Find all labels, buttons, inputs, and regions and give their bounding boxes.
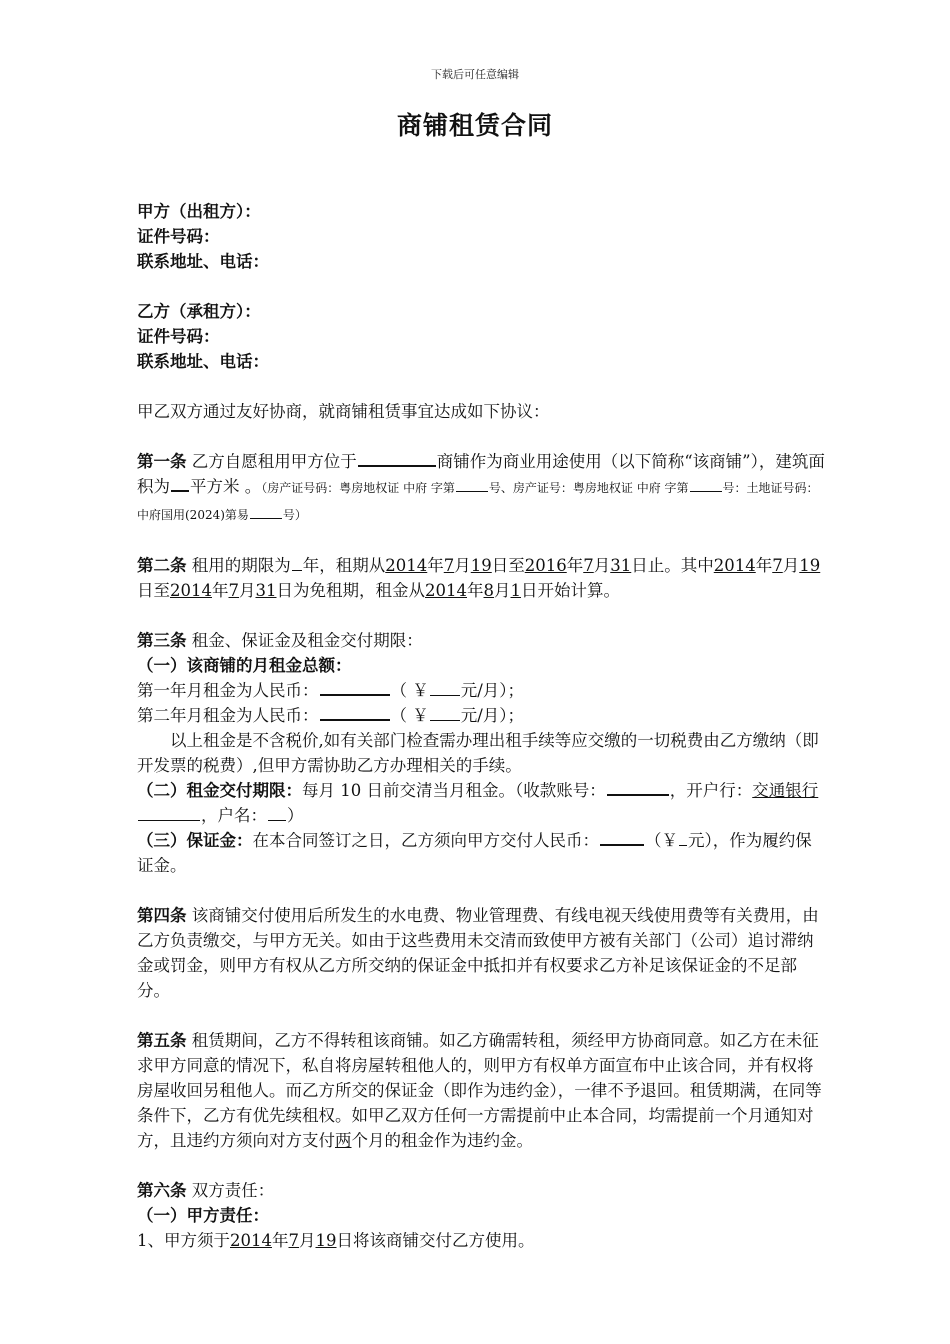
deposit-paren: （￥ <box>645 831 678 850</box>
deposit-text: 在本合同签订之日，乙方须向甲方交付人民币： <box>252 831 599 850</box>
article-2-text: 月 <box>454 556 471 575</box>
rent-start-year: 2014 <box>425 581 467 600</box>
year-2-rent-yuan-blank <box>430 704 460 721</box>
article-1-text-3: 平方米 <box>190 477 240 496</box>
payment-deadline-subheading: （二）租金交付期限： <box>137 781 302 800</box>
article-4 <box>137 903 827 1003</box>
payment-deadline-text: 每月 10 日前交清当月租金。（收款账号： <box>302 781 606 800</box>
certificate-blank-3 <box>250 507 282 519</box>
account-name-label: ，户名： <box>201 806 267 825</box>
article-2-text: 月 <box>494 581 511 600</box>
deposit-text-end: 元），作为履约保证金。 <box>137 831 812 875</box>
handover-year: 2014 <box>230 1231 272 1250</box>
article-1-text-1: 乙方自愿租用甲方位于 <box>186 452 357 471</box>
end-month: 7 <box>583 556 594 575</box>
year-1-rent-yuan-blank <box>430 679 460 696</box>
party-a-id-label: 证件号码： <box>137 227 220 246</box>
article-2-text: 年 <box>566 556 584 575</box>
deposit <box>137 828 827 878</box>
party-b-contact-label: 联系地址、电话： <box>137 352 269 371</box>
payment-deadline <box>137 778 827 828</box>
free-start-month: 7 <box>772 556 783 575</box>
article-2-text: 日至 <box>137 581 170 600</box>
handover-day: 19 <box>315 1231 337 1250</box>
party-a-contact-label: 联系地址、电话： <box>137 252 269 271</box>
monthly-rent-subheading: （一）该商铺的月租金总额： <box>137 656 352 675</box>
certificate-note-1: （房产证号码：粤房地权证 中府 字第 <box>261 481 455 495</box>
party-b-id-label: 证件号码： <box>137 327 220 346</box>
certificate-note-3: 号：土地证号码：中府国用(2024)第易 <box>137 481 819 522</box>
handover-month: 7 <box>288 1231 299 1250</box>
year-1-rent-blank <box>320 678 390 696</box>
bank-name-blank <box>138 804 200 821</box>
free-end-year: 2014 <box>170 581 212 600</box>
article-5-text: 租赁期间，乙方不得转租该商铺。如乙方确需转租，须经甲方协商同意。如乙方在未征求甲方同意的情况下，私自将房屋转租他人的，则甲方有权单方面宣布中止该合同，并有权将房屋收回另租他人。而乙方所交的保证金（即作为违约金），一律不予退回。租赁期满，在同等条件下，乙方有优先续租权。如甲乙双方任何一方需提前中止本合同，均需提前一个月通知对方，且违约方须向对方支付 <box>137 1031 822 1150</box>
article-2-text: 年 <box>755 556 773 575</box>
year-1-rent-unit: 元/月）； <box>460 681 525 700</box>
location-blank <box>358 449 436 467</box>
article-2-text: 月 <box>782 556 800 575</box>
article-6-text: 双方责任： <box>186 1181 275 1200</box>
party-a-duties-subheading: （一）甲方责任： <box>137 1206 269 1225</box>
area-blank <box>171 474 189 492</box>
article-2-text: 年 <box>467 581 484 600</box>
start-year: 2014 <box>385 556 428 575</box>
end-day: 31 <box>610 556 632 575</box>
year-2-rent-label: 第二年月租金为人民币： <box>137 706 319 725</box>
article-2-text: 日至 <box>491 556 525 575</box>
tax-note: 以上租金是不含税价,如有关部门检查需办理出租手续等应交缴的一切税费由乙方缴纳（即开发票的税费）,但甲方需协助乙方办理相关的手续。 <box>137 731 819 775</box>
article-4-text: 该商铺交付使用后所发生的水电费、物业管理费、有线电视天线使用费等有关费用，由乙方负责缴交，与甲方无关。如由于这些费用未交清而致使甲方被有关部门（公司）追讨滞纳金或罚金，则甲方有权从乙方所交纳的保证金中抵扣并有权要求乙方补足该保证金的不足部分。 <box>137 906 819 1000</box>
party-a-duty-1 <box>137 1228 827 1253</box>
article-1-text-2: 商铺作为商业用途使用（以下简称“该商铺”），建筑面积为 <box>137 452 825 496</box>
article-1-heading: 第一条 <box>137 452 187 471</box>
article-2-text: 租用的期限为 <box>186 556 291 575</box>
bank-name: 交通银行 <box>752 781 819 800</box>
year-1-rent-label: 第一年月租金为人民币： <box>137 681 319 700</box>
certificate-blank-1 <box>456 480 488 492</box>
article-3-text: 租金、保证金及租金交付期限： <box>186 631 423 650</box>
article-2-text: 年 <box>427 556 444 575</box>
article-1 <box>137 449 827 528</box>
article-6-heading-line <box>137 1178 827 1203</box>
article-2-text: 年 <box>212 581 229 600</box>
duty-1-text: 日将该商铺交付乙方使用。 <box>336 1231 535 1250</box>
article-2-text: 日开始计算。 <box>521 581 620 600</box>
article-2-text: 月 <box>239 581 256 600</box>
article-5 <box>137 1028 827 1153</box>
article-2-text: 日止。其中 <box>631 556 714 575</box>
free-end-month: 7 <box>228 581 239 600</box>
duty-1-text: 月 <box>299 1231 316 1250</box>
article-2-text: 年，租期从 <box>302 556 386 575</box>
account-number-blank <box>607 778 669 796</box>
term-years-blank <box>292 554 302 571</box>
article-1-text-4: 。 <box>239 477 262 496</box>
rent-start-day: 1 <box>510 581 521 600</box>
rent-start-month: 8 <box>483 581 494 600</box>
year-2-rent <box>137 703 827 728</box>
year-2-rent-paren: （ ￥ <box>390 706 429 725</box>
year-2-rent-unit: 元/月）； <box>460 706 525 725</box>
duty-1-text: 年 <box>272 1231 289 1250</box>
payment-close-paren: ） <box>287 806 304 825</box>
article-4-heading: 第四条 <box>137 906 187 925</box>
free-end-day: 31 <box>255 581 277 600</box>
article-2-text: 日为免租期，租金从 <box>276 581 425 600</box>
start-month: 7 <box>443 556 455 575</box>
article-2 <box>137 553 827 603</box>
end-year: 2016 <box>524 556 567 575</box>
party-b-label: 乙方（承租方）： <box>137 302 261 321</box>
year-2-rent-blank <box>320 703 390 721</box>
certificate-note-4: 号） <box>282 508 307 522</box>
free-start-year: 2014 <box>713 556 756 575</box>
certificate-blank-2 <box>690 480 722 492</box>
contract-body <box>137 199 827 1253</box>
deposit-yuan-blank <box>679 829 687 846</box>
duty-1-text: 1、甲方须于 <box>137 1231 230 1250</box>
deposit-amount-blank <box>600 828 644 846</box>
article-3-heading: 第三条 <box>137 631 187 650</box>
article-6-heading: 第六条 <box>137 1181 187 1200</box>
article-2-heading: 第二条 <box>137 556 187 575</box>
certificate-note-2: 号、房产证号：粤房地权证 中府 字第 <box>488 481 689 495</box>
year-1-rent-paren: （ ￥ <box>390 681 429 700</box>
intro-paragraph: 甲乙双方通过友好协商，就商铺租赁事宜达成如下协议： <box>137 402 550 421</box>
free-start-day: 19 <box>799 556 821 575</box>
article-3-heading-line <box>137 628 827 653</box>
article-5-text-end: 个月的租金作为违约金。 <box>351 1131 533 1150</box>
penalty-months: 两 <box>335 1131 352 1150</box>
document-title: 商铺租赁合同 <box>396 111 553 140</box>
article-5-heading: 第五条 <box>137 1031 187 1050</box>
account-name-blank <box>268 804 286 821</box>
year-1-rent <box>137 678 827 703</box>
party-a-label: 甲方（出租方）： <box>137 202 261 221</box>
article-2-text: 月 <box>593 556 611 575</box>
start-day: 19 <box>470 556 492 575</box>
header-note: 下载后可任意编辑 <box>431 68 519 81</box>
deposit-subheading: （三）保证金： <box>137 831 253 850</box>
payment-bank-label: ，开户行： <box>669 781 753 800</box>
